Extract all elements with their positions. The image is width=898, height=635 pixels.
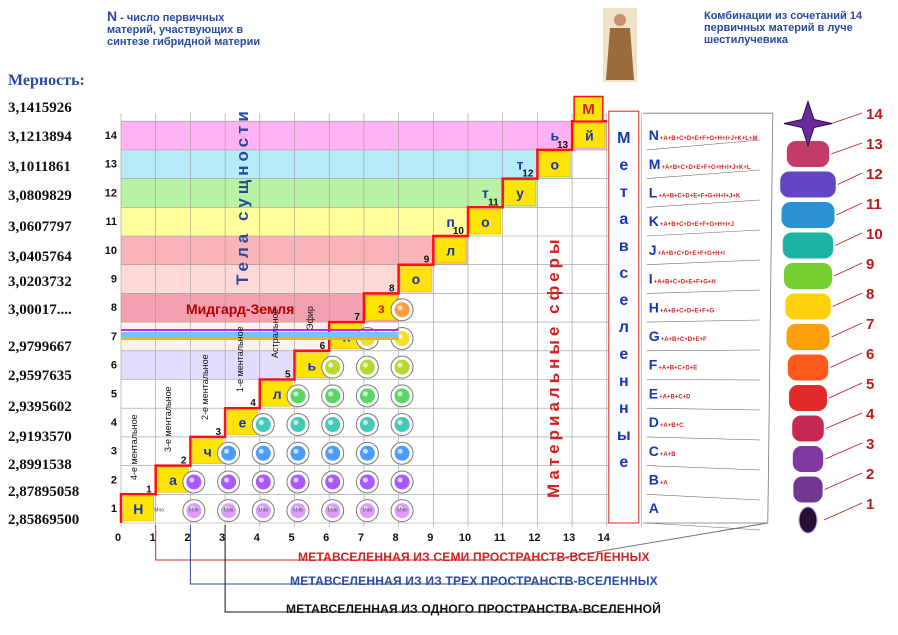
sphere-inner <box>221 446 236 461</box>
spine-number: 6 <box>866 346 875 363</box>
sphere-highlight <box>363 420 368 425</box>
combo-label <box>649 156 751 172</box>
spine-segment <box>780 172 836 198</box>
spine-number: 3 <box>866 436 875 453</box>
combo-sum: +A+B+C+D+E+F+G+H+I+J+K+L+M <box>659 136 758 143</box>
combo-label <box>649 357 697 373</box>
sphere-highlight <box>259 449 264 454</box>
sphere-inner <box>360 388 375 403</box>
bottom-line-seven: МЕТАВСЕЛЕННАЯ ИЗ СЕМИ ПРОСТРАНСТВ-ВСЕЛЕННЫХ <box>298 550 650 564</box>
combo-letter: E <box>648 385 659 402</box>
body-label: Астральное <box>270 308 280 358</box>
sphere-highlight <box>224 449 229 454</box>
x-axis-number: 0 <box>114 532 122 544</box>
mernost-value: 3,0809829 <box>8 188 72 204</box>
spine-number: 2 <box>866 466 875 483</box>
sphere-inner <box>325 417 340 432</box>
sphere-highlight <box>363 449 368 454</box>
row-band <box>121 121 625 150</box>
sphere-highlight <box>328 391 333 396</box>
sphere-highlight <box>224 477 229 482</box>
combo-sum: +A+B+C+D+E+F+G+H <box>653 279 716 286</box>
row-numbers <box>105 130 118 515</box>
stair-letter: ь <box>550 127 560 144</box>
midgard-band <box>121 332 399 338</box>
sphere-inner <box>395 417 410 432</box>
sphere-inner <box>360 417 375 432</box>
spine-segment <box>787 324 830 350</box>
midgard-band <box>121 329 399 331</box>
mernost-value: 2,9799667 <box>8 339 72 355</box>
row-number: 11 <box>105 216 117 229</box>
combo-label <box>649 242 725 258</box>
x-axis-number: 12 <box>528 532 541 544</box>
combo-label <box>649 472 669 488</box>
row-number: 7 <box>110 330 117 343</box>
metaverse-letter: с <box>619 265 629 283</box>
stair-count: 6 <box>319 340 326 352</box>
combo-label <box>649 127 758 143</box>
sphere-inner <box>221 474 236 489</box>
combo-connector <box>647 170 760 179</box>
combo-sum: +A+B+C+D+E+F+G+H+I <box>657 250 725 257</box>
spine-number: 12 <box>866 166 883 183</box>
stair-letter: й <box>585 127 594 144</box>
combo-letter: H <box>648 299 659 316</box>
spine-pointer <box>829 383 862 398</box>
column-tag: Мно <box>293 507 303 514</box>
combo-letter: L <box>648 184 658 201</box>
stair-count: 10 <box>452 226 464 237</box>
figure-head <box>614 14 626 26</box>
combo-sum: +A+B+C+D+E+F+G+H+I+J <box>659 222 734 229</box>
spine-number: 10 <box>866 226 883 243</box>
x-axis-numbers <box>115 532 611 544</box>
mernost-value: 3,1213894 <box>8 129 72 145</box>
stair-letter: ь <box>307 357 317 374</box>
column-tag: Мно <box>223 507 234 514</box>
mernost-value: 3,0405764 <box>8 249 72 265</box>
metaverse-letter: е <box>619 292 629 310</box>
stair-count: 5 <box>284 369 291 381</box>
midgard-band <box>121 338 399 340</box>
sphere-highlight <box>189 477 194 482</box>
stair-count: 7 <box>354 312 360 324</box>
mernost-value: 3,00017.... <box>8 302 72 318</box>
sphere-inner <box>290 388 305 403</box>
stair-count: 12 <box>522 168 534 180</box>
stair-letter: о <box>481 213 490 230</box>
spine-pointer <box>832 323 863 337</box>
spine-number: 4 <box>866 406 875 423</box>
sphere-inner <box>325 388 340 403</box>
stair-letter: Н <box>133 500 144 517</box>
row-number: 14 <box>104 129 117 142</box>
combo-letter: M <box>648 155 661 172</box>
spine-pointer <box>830 353 862 368</box>
combo-sum: +A+B+C <box>659 423 684 430</box>
mernost-value: 3,1011861 <box>8 159 71 175</box>
stair-letter: п <box>446 213 455 230</box>
sphere-highlight <box>363 391 368 396</box>
left-note-letter: N <box>107 8 118 24</box>
spine-segment <box>784 263 832 289</box>
stair-count: 13 <box>556 139 569 151</box>
mernost-value: 3,0607797 <box>8 219 72 235</box>
spine-pointer <box>825 473 862 490</box>
combo-connector <box>647 408 760 410</box>
sphere-inner <box>395 474 410 489</box>
metaverse-letter: в <box>618 238 629 256</box>
combo-connector <box>647 380 760 381</box>
stair-letter: а <box>169 472 177 489</box>
combo-connector <box>647 523 760 530</box>
mernost-value: 2,85869500 <box>8 512 80 528</box>
x-axis-number: 13 <box>562 532 576 544</box>
sphere-highlight <box>293 477 298 482</box>
spine <box>780 102 883 534</box>
stair-count: 3 <box>215 426 222 438</box>
metaverse-letter: е <box>619 157 629 175</box>
combo-sum: +A+B+C+D+E <box>658 365 698 372</box>
mernost-value: 2,9597635 <box>8 368 72 384</box>
stair-letter: з <box>377 299 385 316</box>
spine-number: 11 <box>866 196 882 213</box>
stair-letter: л <box>446 242 456 259</box>
sphere-inner <box>325 474 340 489</box>
x-axis-number: 3 <box>219 532 226 544</box>
sphere-highlight <box>363 477 368 482</box>
combo-label <box>649 385 691 401</box>
left-note-text: - число первичных материй, участвующих в синтезе гибридной материи <box>107 12 261 48</box>
spine-segment <box>799 507 817 533</box>
column-tag: Мно <box>154 507 165 514</box>
metaverse-letter: ы <box>616 427 631 445</box>
material-cell <box>260 408 625 437</box>
sphere-highlight <box>293 449 298 454</box>
stair-letter: т <box>481 185 489 202</box>
x-axis-number: 8 <box>392 532 399 544</box>
combo-letter: C <box>648 442 659 459</box>
row-number: 4 <box>110 416 117 429</box>
spine-pointer <box>831 143 862 154</box>
stair-letter: т <box>516 156 524 173</box>
material-cell <box>503 207 625 236</box>
right-note: Комбинации из сочетаний 14 первичных материй в луче шестилучевика <box>704 10 863 46</box>
sphere-inner <box>325 446 340 461</box>
x-axis-number: 7 <box>357 532 364 544</box>
stair-letter: е <box>238 414 247 431</box>
combo-label <box>649 185 741 201</box>
sphere-inner <box>256 474 271 489</box>
x-axis-number: 2 <box>184 532 191 544</box>
sphere-highlight <box>293 420 298 425</box>
mernost-value: 2,87895058 <box>8 484 80 500</box>
spine-segment <box>788 355 829 381</box>
sphere-inner <box>256 446 271 461</box>
combo-sum: +A <box>659 480 668 487</box>
spine-segment <box>782 202 835 228</box>
bottom-line-three: МЕТАВСЕЛЕННАЯ ИЗ ИЗ ТРЕХ ПРОСТРАНСТВ-ВСЕЛЕННЫХ <box>290 574 658 588</box>
row-number: 8 <box>110 302 117 315</box>
metaverse-letter: е <box>619 346 629 364</box>
sphere-highlight <box>363 363 368 368</box>
combo-label <box>649 271 716 287</box>
spine-number: 1 <box>866 496 875 513</box>
sphere-highlight <box>398 449 403 454</box>
sphere-inner <box>325 360 340 375</box>
stair-letter: о <box>411 271 421 288</box>
column-tag: Мно <box>258 507 269 514</box>
row-number: 3 <box>110 445 117 458</box>
combo-letter: N <box>648 127 659 144</box>
combo-sum: +A+B <box>659 451 676 458</box>
spine-pointer <box>834 263 862 276</box>
combinations <box>647 127 760 530</box>
spine-pointer <box>835 233 862 246</box>
x-axis-number: 11 <box>493 532 506 544</box>
metaverse-letter: н <box>618 400 629 418</box>
row-number: 10 <box>104 244 117 257</box>
column-tag: Мно <box>327 507 338 514</box>
combo-label <box>649 414 684 430</box>
sphere-inner <box>360 474 375 489</box>
combo-connector <box>647 290 760 293</box>
combo-sum: +A+B+C+D <box>659 394 691 401</box>
spine-number: 14 <box>866 106 883 123</box>
spine-star <box>784 102 832 146</box>
mernost-value: 3,0203732 <box>8 274 72 290</box>
row-number: 5 <box>110 388 117 401</box>
sphere-inner <box>395 360 410 375</box>
sphere-inner <box>360 360 375 375</box>
sphere-highlight <box>328 363 333 368</box>
mernost-value: 2,9395602 <box>8 399 72 415</box>
combo-connector <box>647 494 760 500</box>
spine-segment <box>793 446 823 472</box>
combo-connector <box>647 437 760 440</box>
spine-pointer <box>825 443 862 459</box>
spine-segment <box>785 294 831 320</box>
spine-segment <box>792 416 824 442</box>
column-tag: Мно <box>397 507 407 514</box>
sphere-highlight <box>398 305 403 310</box>
combo-letter: I <box>648 270 653 287</box>
row-number: 6 <box>110 359 117 372</box>
spine-number: 7 <box>866 316 875 333</box>
x-axis-number: 9 <box>427 532 434 544</box>
stair-letter: М <box>582 101 595 119</box>
spine-pointer <box>833 293 862 307</box>
combo-letter: F <box>648 356 658 373</box>
metaverse-letter: т <box>619 184 628 202</box>
stair-count: 2 <box>180 455 187 467</box>
x-axis-number: 14 <box>597 532 610 544</box>
combo-letter: B <box>648 471 659 488</box>
column-tag: Мно <box>362 507 373 514</box>
sphere-inner <box>186 474 201 489</box>
metaverse-letter: М <box>617 130 631 148</box>
combo-sum: +A+B+C+D+E+F+G <box>659 308 715 315</box>
sphere-highlight <box>328 477 333 482</box>
metaverse-letter: л <box>618 319 629 337</box>
combo-label <box>649 328 707 344</box>
spine-number: 9 <box>866 256 875 273</box>
combo-letter: J <box>648 241 657 258</box>
material-cell <box>399 293 625 322</box>
combo-connector <box>647 230 760 236</box>
material-cell <box>433 265 625 294</box>
body-label: 2-е ментальное <box>200 354 210 420</box>
mernost-value: 2,8991538 <box>8 457 72 473</box>
stair-letter: л <box>272 386 282 403</box>
combo-connector <box>647 260 760 265</box>
left-note <box>107 10 267 48</box>
body-label: 4-е ментальное <box>129 414 139 480</box>
midgard-label: Мидгард-Земля <box>186 301 295 318</box>
x-axis-number: 6 <box>323 532 330 544</box>
x-axis-number: 10 <box>458 532 472 544</box>
sphere-highlight <box>328 449 333 454</box>
combo-label <box>649 213 734 229</box>
stair-letter: о <box>550 156 560 173</box>
spine-pointer <box>838 173 862 185</box>
metaverse-letter: а <box>619 211 629 229</box>
stair-letter: у <box>516 185 524 202</box>
mernost-value: 2,9193570 <box>8 429 72 445</box>
spine-segment <box>793 477 822 503</box>
spine-pointer <box>832 113 862 124</box>
stair-count: 11 <box>488 197 499 209</box>
row-number: 2 <box>110 474 117 487</box>
combo-frame <box>643 113 773 523</box>
combo-sum: +A+B+C+D+E+F+G+H+I+J+K <box>658 193 741 200</box>
combo-label <box>649 443 676 459</box>
spine-pointer <box>826 413 862 429</box>
metaverse-letter: н <box>618 373 629 391</box>
body-label: 1-е ментальное <box>235 326 245 392</box>
combo-sum: +A+B+C+D+E+F+G+H+I+J+K+L <box>661 164 751 171</box>
x-axis-number: 1 <box>149 532 156 544</box>
spine-number: 5 <box>866 376 875 393</box>
row-number: 12 <box>104 187 117 200</box>
bottom-line-one: МЕТАВСЕЛЕННАЯ ИЗ ОДНОГО ПРОСТРАНСТВА-ВСЕЛЕННОЙ <box>286 602 662 616</box>
stair-count: 4 <box>250 398 256 410</box>
material-label: Материальные сферы <box>544 235 563 498</box>
row-number: 1 <box>110 503 117 516</box>
sphere-inner <box>360 446 375 461</box>
figure-robe <box>606 28 634 80</box>
spine-number: 8 <box>866 286 875 303</box>
stair-count: 1 <box>146 484 152 496</box>
material-cell <box>295 380 625 409</box>
monk-figure <box>603 8 637 82</box>
sphere-highlight <box>259 477 264 482</box>
spine-number: 13 <box>866 136 883 153</box>
x-axis-number: 5 <box>288 532 295 544</box>
stair-count: 9 <box>423 254 430 266</box>
sphere-inner <box>395 446 410 461</box>
combo-label <box>649 299 715 315</box>
body-label: Эфир <box>305 306 315 330</box>
sphere-inner <box>290 446 305 461</box>
combo-connector <box>647 350 760 351</box>
combo-label <box>649 500 659 516</box>
spine-pointer <box>837 203 863 215</box>
combo-sum: +A+B+C+D+E+F <box>660 337 707 344</box>
sphere-highlight <box>259 420 264 425</box>
sphere-highlight <box>328 420 333 425</box>
sphere-highlight <box>398 420 403 425</box>
combo-letter: K <box>648 213 659 230</box>
combo-connector <box>647 466 760 470</box>
spine-segment <box>789 385 827 411</box>
spine-segment <box>783 233 834 259</box>
sphere-inner <box>290 417 305 432</box>
sphere-inner <box>256 417 271 432</box>
stair-count: 8 <box>389 283 395 295</box>
combo-connector <box>647 320 760 322</box>
sphere-highlight <box>293 391 298 396</box>
metaverse-letter: е <box>619 454 629 472</box>
sphere-highlight <box>398 477 403 482</box>
combo-letter: D <box>648 414 659 431</box>
sphere-inner <box>290 474 305 489</box>
tela-label: Тела сущности <box>233 107 252 285</box>
column-tag: Мно <box>189 507 199 514</box>
row-number: 13 <box>104 158 117 171</box>
material-cell <box>225 437 625 466</box>
sphere-inner <box>395 388 410 403</box>
row-number: 9 <box>110 273 117 286</box>
combo-connector <box>647 200 760 207</box>
sphere-highlight <box>398 363 403 368</box>
spine-pointer <box>824 503 862 520</box>
body-label: 3-е ментальное <box>163 386 173 452</box>
stair-letter: ч <box>203 443 212 460</box>
mernost-label: Мерность: <box>8 72 85 89</box>
combo-letter: A <box>648 500 659 517</box>
mernost-value: 3,1415926 <box>8 100 72 116</box>
sphere-highlight <box>398 391 403 396</box>
x-axis-number: 4 <box>253 532 260 544</box>
sphere-inner <box>395 302 410 317</box>
combo-letter: G <box>648 328 660 345</box>
